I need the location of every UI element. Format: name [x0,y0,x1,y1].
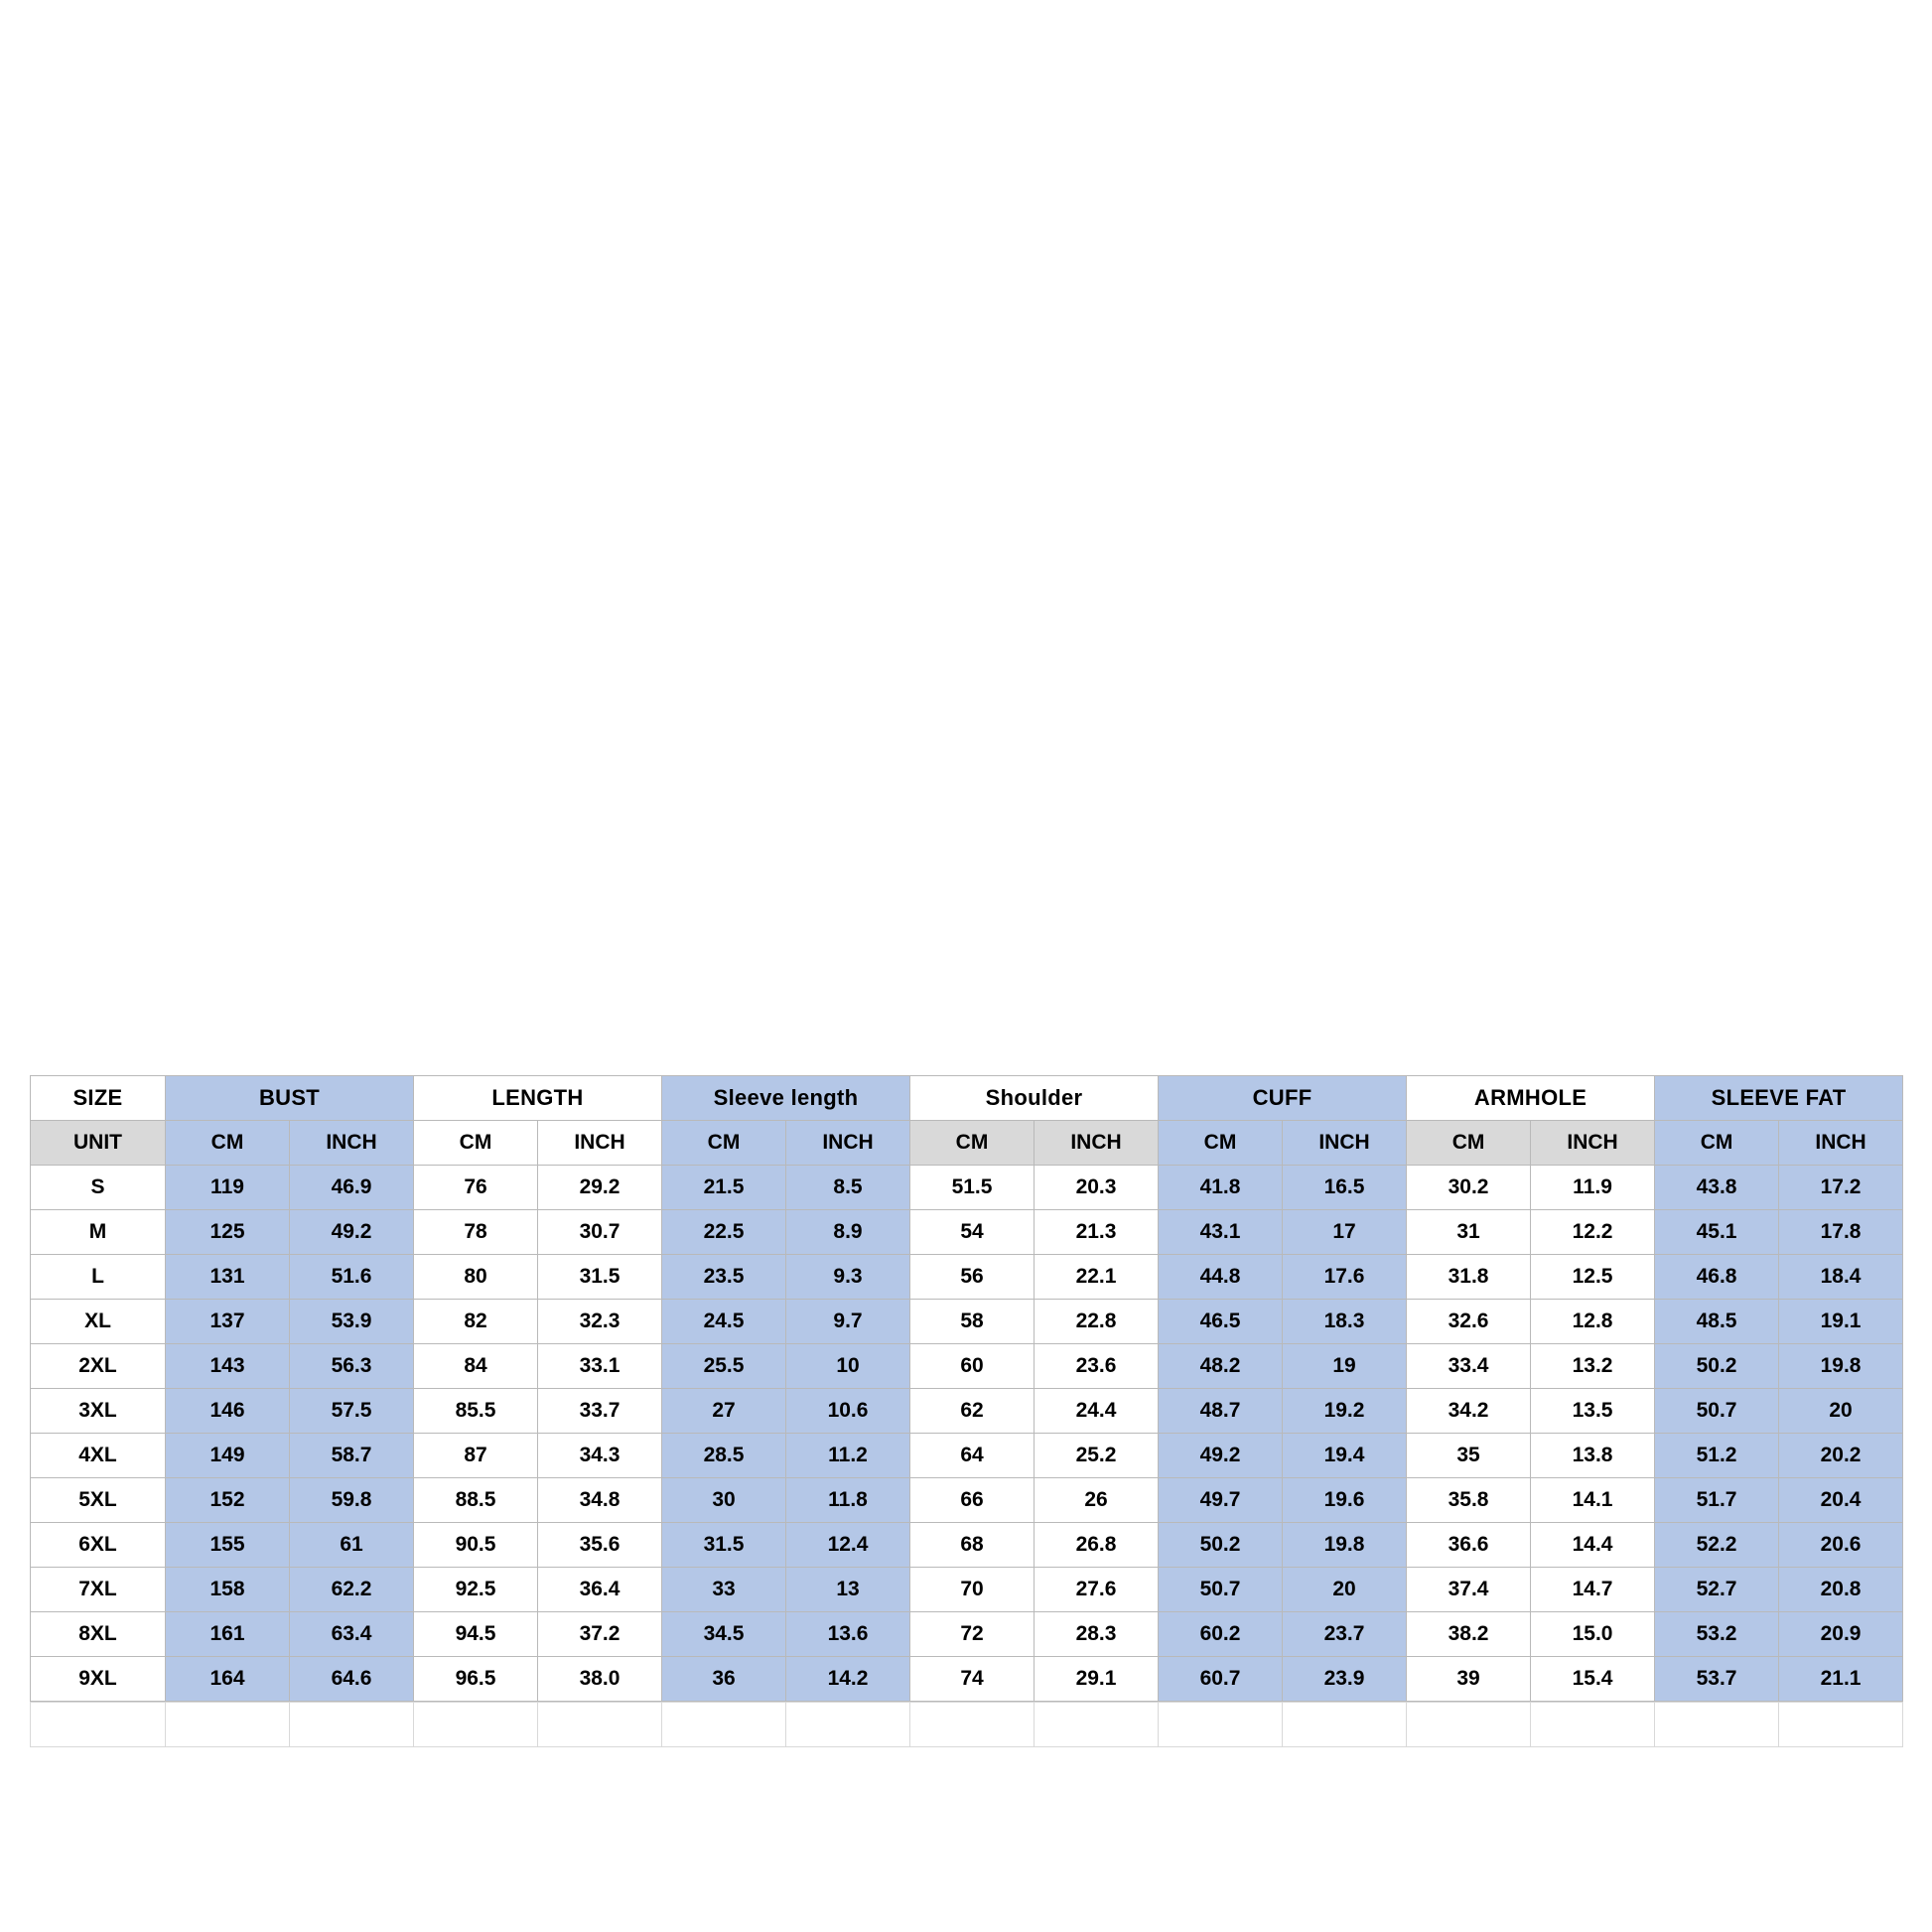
measurement-cell: 25.2 [1035,1434,1159,1478]
measurement-cell: 31.8 [1407,1255,1531,1300]
measurement-cell: 80 [414,1255,538,1300]
table-row [31,1612,1903,1657]
measurement-cell: 34.2 [1407,1389,1531,1434]
measurement-cell: 36.6 [1407,1523,1531,1568]
measurement-cell: 23.5 [662,1255,786,1300]
unit-header-row [31,1121,1903,1166]
measurement-cell: 14.4 [1531,1523,1655,1568]
measurement-cell: 22.8 [1035,1300,1159,1344]
empty-cell [538,1703,662,1747]
measurement-cell: 146 [166,1389,290,1434]
measurement-cell: 45.1 [1655,1210,1779,1255]
table-row [31,1255,1903,1300]
measurement-cell: 53.9 [290,1300,414,1344]
measurement-cell: 26 [1035,1478,1159,1523]
measurement-cell: 50.7 [1655,1389,1779,1434]
measurement-cell: 29.2 [538,1166,662,1210]
measurement-cell: 29.1 [1035,1657,1159,1702]
table-row [31,1523,1903,1568]
measurement-cell: 9.3 [786,1255,910,1300]
measurement-cell: 60.2 [1159,1612,1283,1657]
measurement-cell: 9.7 [786,1300,910,1344]
measurement-cell: 33.4 [1407,1344,1531,1389]
measurement-cell: 18.3 [1283,1300,1407,1344]
measurement-cell: 35.8 [1407,1478,1531,1523]
measurement-cell: 62 [910,1389,1035,1434]
empty-cell [1035,1703,1159,1747]
measurement-cell: 87 [414,1434,538,1478]
measurement-cell: 53.2 [1655,1612,1779,1657]
measurement-cell: 14.1 [1531,1478,1655,1523]
measurement-cell: 22.1 [1035,1255,1159,1300]
measurement-cell: 18.4 [1779,1255,1903,1300]
measurement-cell: 53.7 [1655,1657,1779,1702]
measurement-cell: 96.5 [414,1657,538,1702]
measurement-cell: 38.2 [1407,1612,1531,1657]
measurement-cell: 19.6 [1283,1478,1407,1523]
measurement-cell: 20.8 [1779,1568,1903,1612]
measurement-cell: 84 [414,1344,538,1389]
unit-header-cell: INCH [1283,1121,1407,1166]
measurement-cell: 85.5 [414,1389,538,1434]
measurement-cell: 149 [166,1434,290,1478]
group-header-cell: SIZE [31,1076,166,1121]
measurement-cell: 21.1 [1779,1657,1903,1702]
measurement-cell: 51.6 [290,1255,414,1300]
measurement-cell: 78 [414,1210,538,1255]
measurement-cell: 19.8 [1283,1523,1407,1568]
measurement-cell: 23.6 [1035,1344,1159,1389]
measurement-cell: 38.0 [538,1657,662,1702]
measurement-cell: 66 [910,1478,1035,1523]
unit-header-label: UNIT [31,1121,166,1166]
measurement-cell: 34.8 [538,1478,662,1523]
measurement-cell: 164 [166,1657,290,1702]
table-row [31,1568,1903,1612]
measurement-cell: 57.5 [290,1389,414,1434]
measurement-cell: 12.8 [1531,1300,1655,1344]
measurement-cell: 51.5 [910,1166,1035,1210]
empty-cell [414,1703,538,1747]
measurement-cell: 35.6 [538,1523,662,1568]
measurement-cell: 20.9 [1779,1612,1903,1657]
unit-header-cell: CM [662,1121,786,1166]
measurement-cell: 92.5 [414,1568,538,1612]
measurement-cell: 13 [786,1568,910,1612]
unit-header-cell: INCH [786,1121,910,1166]
measurement-cell: 70 [910,1568,1035,1612]
measurement-cell: 36 [662,1657,786,1702]
measurement-cell: 94.5 [414,1612,538,1657]
measurement-cell: 36.4 [538,1568,662,1612]
table-row [31,1166,1903,1210]
measurement-cell: 43.1 [1159,1210,1283,1255]
measurement-cell: 44.8 [1159,1255,1283,1300]
measurement-cell: 68 [910,1523,1035,1568]
table-row [31,1478,1903,1523]
measurement-cell: 90.5 [414,1523,538,1568]
measurement-cell: 51.2 [1655,1434,1779,1478]
unit-header-cell: INCH [290,1121,414,1166]
empty-cell [1531,1703,1655,1747]
measurement-cell: 39 [1407,1657,1531,1702]
measurement-cell: 50.7 [1159,1568,1283,1612]
measurement-cell: 49.2 [1159,1434,1283,1478]
measurement-cell: 46.8 [1655,1255,1779,1300]
measurement-cell: 63.4 [290,1612,414,1657]
size-label-cell: 4XL [31,1434,166,1478]
measurement-cell: 14.7 [1531,1568,1655,1612]
measurement-cell: 125 [166,1210,290,1255]
measurement-cell: 33.1 [538,1344,662,1389]
measurement-cell: 27.6 [1035,1568,1159,1612]
measurement-cell: 12.5 [1531,1255,1655,1300]
measurement-cell: 8.5 [786,1166,910,1210]
empty-cell [786,1703,910,1747]
empty-cell [1407,1703,1531,1747]
measurement-cell: 32.6 [1407,1300,1531,1344]
measurement-cell: 13.6 [786,1612,910,1657]
table-row [31,1300,1903,1344]
measurement-cell: 19.1 [1779,1300,1903,1344]
size-label-cell: 7XL [31,1568,166,1612]
measurement-cell: 17 [1283,1210,1407,1255]
measurement-cell: 21.5 [662,1166,786,1210]
measurement-cell: 37.2 [538,1612,662,1657]
empty-cell [31,1703,166,1747]
measurement-cell: 61 [290,1523,414,1568]
size-label-cell: 3XL [31,1389,166,1434]
measurement-cell: 20 [1283,1568,1407,1612]
table-row [31,1657,1903,1702]
measurement-cell: 60 [910,1344,1035,1389]
empty-cell [1283,1703,1407,1747]
measurement-cell: 64 [910,1434,1035,1478]
measurement-cell: 22.5 [662,1210,786,1255]
measurement-cell: 52.7 [1655,1568,1779,1612]
measurement-cell: 32.3 [538,1300,662,1344]
measurement-cell: 17.2 [1779,1166,1903,1210]
measurement-cell: 14.2 [786,1657,910,1702]
measurement-cell: 43.8 [1655,1166,1779,1210]
measurement-cell: 12.4 [786,1523,910,1568]
measurement-cell: 48.2 [1159,1344,1283,1389]
group-header-cell: LENGTH [414,1076,662,1121]
measurement-cell: 56 [910,1255,1035,1300]
measurement-cell: 161 [166,1612,290,1657]
measurement-cell: 25.5 [662,1344,786,1389]
measurement-cell: 28.3 [1035,1612,1159,1657]
measurement-cell: 19 [1283,1344,1407,1389]
size-label-cell: 8XL [31,1612,166,1657]
measurement-cell: 12.2 [1531,1210,1655,1255]
measurement-cell: 131 [166,1255,290,1300]
group-header-row [31,1076,1903,1121]
measurement-cell: 20.6 [1779,1523,1903,1568]
size-label-cell: XL [31,1300,166,1344]
unit-header-cell: INCH [1531,1121,1655,1166]
measurement-cell: 34.5 [662,1612,786,1657]
empty-cell [1779,1703,1903,1747]
unit-header-cell: CM [910,1121,1035,1166]
measurement-cell: 56.3 [290,1344,414,1389]
measurement-cell: 35 [1407,1434,1531,1478]
measurement-cell: 143 [166,1344,290,1389]
measurement-cell: 31.5 [662,1523,786,1568]
empty-cell [1655,1703,1779,1747]
unit-header-cell: CM [1655,1121,1779,1166]
measurement-cell: 21.3 [1035,1210,1159,1255]
measurement-cell: 119 [166,1166,290,1210]
measurement-cell: 19.8 [1779,1344,1903,1389]
size-label-cell: M [31,1210,166,1255]
measurement-cell: 27 [662,1389,786,1434]
measurement-cell: 20.3 [1035,1166,1159,1210]
measurement-cell: 13.8 [1531,1434,1655,1478]
measurement-cell: 24.5 [662,1300,786,1344]
measurement-cell: 11.2 [786,1434,910,1478]
group-header-cell: CUFF [1159,1076,1407,1121]
measurement-cell: 20 [1779,1389,1903,1434]
measurement-cell: 10.6 [786,1389,910,1434]
table-row [31,1210,1903,1255]
measurement-cell: 60.7 [1159,1657,1283,1702]
measurement-cell: 31.5 [538,1255,662,1300]
measurement-cell: 82 [414,1300,538,1344]
measurement-cell: 50.2 [1159,1523,1283,1568]
measurement-cell: 31 [1407,1210,1531,1255]
measurement-cell: 8.9 [786,1210,910,1255]
measurement-cell: 33.7 [538,1389,662,1434]
measurement-cell: 46.5 [1159,1300,1283,1344]
table-row [31,1434,1903,1478]
measurement-cell: 30.2 [1407,1166,1531,1210]
unit-header-cell: INCH [1035,1121,1159,1166]
measurement-cell: 58.7 [290,1434,414,1478]
measurement-cell: 59.8 [290,1478,414,1523]
measurement-cell: 54 [910,1210,1035,1255]
measurement-cell: 13.5 [1531,1389,1655,1434]
measurement-cell: 137 [166,1300,290,1344]
measurement-cell: 28.5 [662,1434,786,1478]
measurement-cell: 15.4 [1531,1657,1655,1702]
group-header-cell: ARMHOLE [1407,1076,1655,1121]
measurement-cell: 24.4 [1035,1389,1159,1434]
measurement-cell: 17.8 [1779,1210,1903,1255]
size-label-cell: L [31,1255,166,1300]
measurement-cell: 33 [662,1568,786,1612]
measurement-cell: 23.7 [1283,1612,1407,1657]
empty-cell [1159,1703,1283,1747]
table-row [31,1389,1903,1434]
table-row [31,1344,1903,1389]
measurement-cell: 48.7 [1159,1389,1283,1434]
size-label-cell: 9XL [31,1657,166,1702]
measurement-cell: 11.9 [1531,1166,1655,1210]
measurement-cell: 64.6 [290,1657,414,1702]
measurement-cell: 16.5 [1283,1166,1407,1210]
empty-row [31,1703,1903,1747]
measurement-cell: 72 [910,1612,1035,1657]
measurement-cell: 50.2 [1655,1344,1779,1389]
unit-header-cell: INCH [538,1121,662,1166]
size-label-cell: 5XL [31,1478,166,1523]
group-header-cell: BUST [166,1076,414,1121]
size-label-cell: 6XL [31,1523,166,1568]
unit-header-cell: INCH [1779,1121,1903,1166]
measurement-cell: 62.2 [290,1568,414,1612]
measurement-cell: 41.8 [1159,1166,1283,1210]
empty-cell [662,1703,786,1747]
measurement-cell: 58 [910,1300,1035,1344]
measurement-cell: 26.8 [1035,1523,1159,1568]
measurement-cell: 23.9 [1283,1657,1407,1702]
group-header-cell: Sleeve length [662,1076,910,1121]
measurement-cell: 158 [166,1568,290,1612]
size-chart-table [30,1075,1903,1702]
measurement-cell: 17.6 [1283,1255,1407,1300]
measurement-cell: 52.2 [1655,1523,1779,1568]
measurement-cell: 19.4 [1283,1434,1407,1478]
measurement-cell: 88.5 [414,1478,538,1523]
measurement-cell: 49.2 [290,1210,414,1255]
measurement-cell: 20.4 [1779,1478,1903,1523]
group-header-cell: SLEEVE FAT [1655,1076,1903,1121]
empty-sheet-rows [30,1702,1903,1747]
measurement-cell: 30 [662,1478,786,1523]
measurement-cell: 34.3 [538,1434,662,1478]
empty-cell [290,1703,414,1747]
measurement-cell: 30.7 [538,1210,662,1255]
measurement-cell: 13.2 [1531,1344,1655,1389]
size-label-cell: S [31,1166,166,1210]
measurement-cell: 15.0 [1531,1612,1655,1657]
measurement-cell: 76 [414,1166,538,1210]
size-chart [30,1075,1902,1747]
unit-header-cell: CM [1407,1121,1531,1166]
measurement-cell: 49.7 [1159,1478,1283,1523]
unit-header-cell: CM [1159,1121,1283,1166]
measurement-cell: 10 [786,1344,910,1389]
group-header-cell: Shoulder [910,1076,1159,1121]
measurement-cell: 51.7 [1655,1478,1779,1523]
measurement-cell: 19.2 [1283,1389,1407,1434]
measurement-cell: 11.8 [786,1478,910,1523]
measurement-cell: 20.2 [1779,1434,1903,1478]
measurement-cell: 46.9 [290,1166,414,1210]
measurement-cell: 74 [910,1657,1035,1702]
unit-header-cell: CM [166,1121,290,1166]
empty-cell [910,1703,1035,1747]
measurement-cell: 155 [166,1523,290,1568]
empty-cell [166,1703,290,1747]
measurement-cell: 152 [166,1478,290,1523]
measurement-cell: 48.5 [1655,1300,1779,1344]
measurement-cell: 37.4 [1407,1568,1531,1612]
size-label-cell: 2XL [31,1344,166,1389]
unit-header-cell: CM [414,1121,538,1166]
